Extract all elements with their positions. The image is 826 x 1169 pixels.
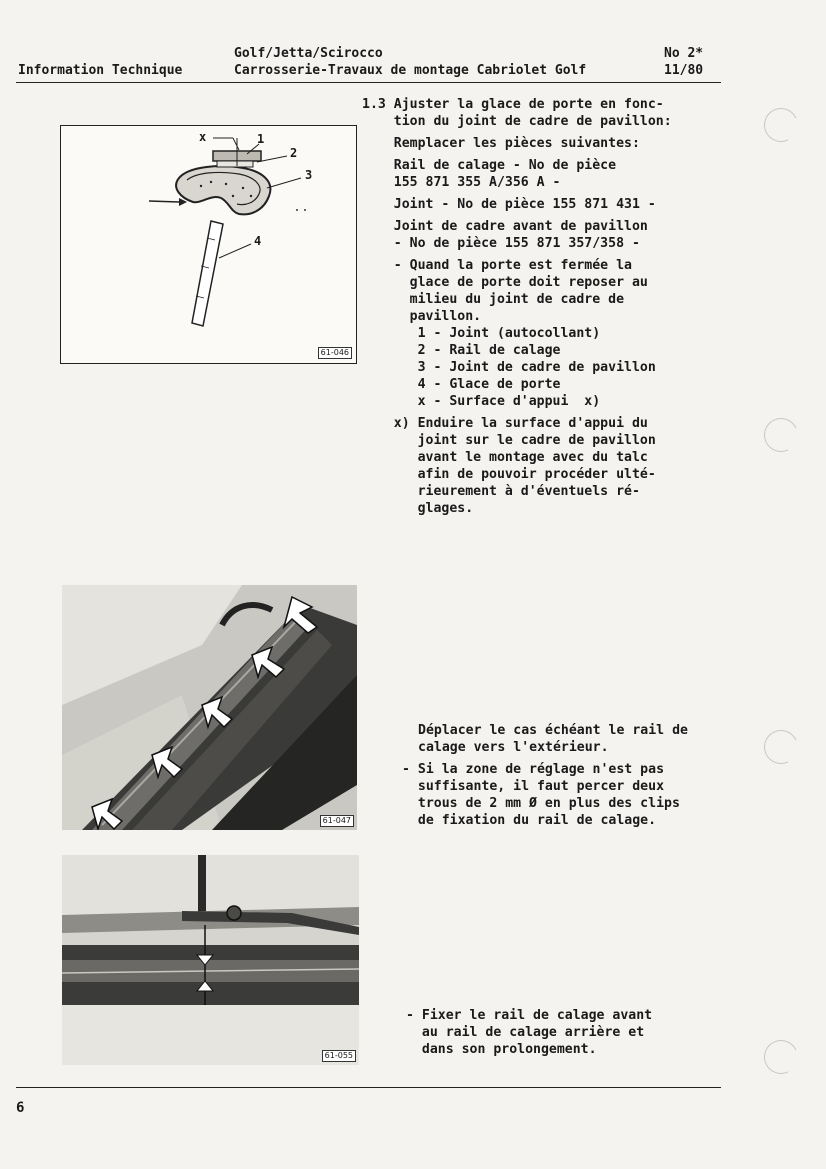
- legend-item: 3 - Joint de cadre de pavillon: [362, 360, 656, 375]
- header-rule: [16, 82, 721, 83]
- text-line: au rail de calage arrière et: [406, 1025, 645, 1040]
- header-doc-number: No 2*: [664, 46, 704, 61]
- text-line: glace de porte doit reposer au: [362, 275, 648, 290]
- text-line: dans son prolongement.: [406, 1042, 597, 1057]
- text-line: tion du joint de cadre de pavillon:: [362, 114, 672, 129]
- text-line: - Fixer le rail de calage avant: [406, 1008, 653, 1023]
- text-line: avant le montage avec du talc: [362, 450, 648, 465]
- legend-item: x - Surface d'appui x): [362, 394, 601, 409]
- text-line: 155 871 355 A/356 A -: [362, 175, 561, 190]
- figure-tag: 61-046: [318, 347, 352, 359]
- text-line: afin de pouvoir procéder ulté-: [362, 467, 656, 482]
- legend-item: 4 - Glace de porte: [362, 377, 561, 392]
- text-line: Remplacer les pièces suivantes:: [362, 136, 640, 151]
- callout-1: 1: [257, 132, 265, 146]
- photo-rails: [62, 855, 359, 1065]
- text-line: de fixation du rail de calage.: [402, 813, 657, 828]
- section-1-text: [362, 96, 722, 517]
- photo-rails-image: [62, 855, 359, 1065]
- text-line: pavillon.: [362, 309, 482, 324]
- binder-hole: [759, 1035, 803, 1079]
- footer-rule: [16, 1087, 721, 1088]
- photo-seal-rail-image: [62, 585, 357, 830]
- text-line: milieu du joint de cadre de: [362, 292, 625, 307]
- callout-3: 3: [305, 168, 313, 182]
- callout-4: 4: [254, 234, 262, 248]
- figure-seal-diagram: [60, 125, 357, 364]
- text-line: Déplacer le cas échéant le rail de: [418, 723, 688, 738]
- text-line: glages.: [362, 501, 474, 516]
- legend-item: 1 - Joint (autocollant): [362, 326, 601, 341]
- binder-hole: [759, 103, 803, 147]
- text-line: rieurement à d'éventuels ré-: [362, 484, 640, 499]
- header-center-bottom: Carrosserie-Travaux de montage Cabriolet Golf: [234, 63, 587, 78]
- text-line: Rail de calage - No de pièce: [362, 158, 617, 173]
- header-center-top: Golf/Jetta/Scirocco: [234, 46, 383, 61]
- binder-hole: [759, 725, 803, 769]
- text-line: - Si la zone de réglage n'est pas: [402, 762, 665, 777]
- text-line: - No de pièce 155 871 357/358 -: [362, 236, 640, 251]
- text-line: 1.3 Ajuster la glace de porte en fonc-: [362, 97, 664, 112]
- section-2-text: [402, 722, 738, 829]
- text-line: - Quand la porte est fermée la: [362, 258, 632, 273]
- legend-item: 2 - Rail de calage: [362, 343, 561, 358]
- text-line: Joint de cadre avant de pavillon: [362, 219, 648, 234]
- seal-cross-section-drawing: [61, 126, 356, 363]
- figure-tag: 61-047: [320, 815, 354, 827]
- text-line: suffisante, il faut percer deux: [402, 779, 665, 794]
- header-left: Information Technique: [18, 63, 183, 78]
- text-line: trous de 2 mm Ø en plus des clips: [402, 796, 680, 811]
- figure-tag: 61-055: [322, 1050, 356, 1062]
- text-line: calage vers l'extérieur.: [418, 740, 609, 755]
- text-line: x) Enduire la surface d'appui du: [362, 416, 648, 431]
- binder-hole: [759, 413, 803, 457]
- text-line: joint sur le cadre de pavillon: [362, 433, 656, 448]
- callout-x: x: [199, 130, 207, 144]
- text-line: Joint - No de pièce 155 871 431 -: [362, 197, 656, 212]
- photo-seal-rail: [62, 585, 357, 830]
- header-date: 11/80: [664, 63, 704, 78]
- section-3-text: [406, 1007, 726, 1058]
- callout-2: 2: [290, 146, 298, 160]
- page-number: 6: [16, 1100, 25, 1116]
